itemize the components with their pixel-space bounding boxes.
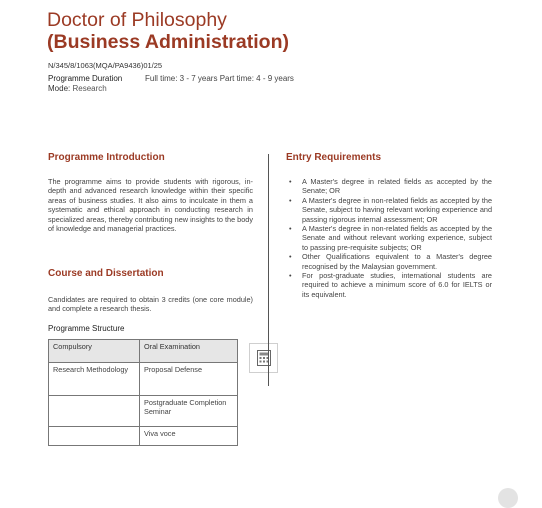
scroll-handle[interactable]: [498, 488, 518, 508]
programme-structure-table: [48, 339, 238, 446]
table-header-row: [49, 340, 238, 363]
list-item: • A Master's degree in non-related fields as accepted by the Senate, subject to having relevant working experience and passing rigorous internal assessment; OR: [286, 196, 492, 224]
mode-value: Research: [72, 84, 107, 93]
duration-value: Full time: 3 - 7 years Part time: 4 - 9 years: [145, 74, 294, 83]
list-item: • For post-graduate studies, international students are required to achieve a minimum score of 6.0 for IELTS or its equivalent.: [286, 271, 492, 299]
intro-heading: Programme Introduction: [48, 152, 165, 163]
course-heading: Course and Dissertation: [48, 268, 164, 279]
title-line-2: (Business Administration): [47, 31, 289, 53]
col-oral-examination: Oral Examination: [140, 340, 238, 363]
table-cell: Proposal Defense: [140, 363, 238, 396]
column-divider: [268, 154, 269, 386]
intro-text: The programme aims to provide students with rigorous, in-depth and advanced research knowledge within their specific areas of business studies. It also aims to inculcate in them a systematic and ethical approach in conducting research in specialized areas, thereby contributing new insights to the body of knowledge and managerial practices.: [48, 177, 253, 234]
table-row: [49, 396, 238, 427]
table-cell: [49, 396, 140, 427]
mode-label: Mode:: [48, 84, 71, 93]
list-item: • A Master's degree in related fields as accepted by the Senate; OR: [286, 177, 492, 196]
entry-heading: Entry Requirements: [286, 152, 382, 163]
programme-mode: [48, 84, 107, 93]
structure-label: Programme Structure: [48, 324, 125, 333]
table-cell: Research Methodology: [49, 363, 140, 396]
table-row: [49, 427, 238, 446]
table-cell: Viva voce: [140, 427, 238, 446]
entry-requirements-list: [286, 177, 492, 299]
list-item: • Other Qualifications equivalent to a Master's degree recognised by the Malaysian government.: [286, 252, 492, 271]
table-cell: Postgraduate Completion Seminar: [140, 396, 238, 427]
table-row: [49, 363, 238, 396]
calculator-icon[interactable]: [249, 343, 278, 373]
table-cell: [49, 427, 140, 446]
list-item: • A Master's degree in non-related fields as accepted by the Senate and without relevant working experience, subject to passing pre-requisite subjects; OR: [286, 224, 492, 252]
duration-label: Programme Duration: [48, 74, 123, 83]
title-line-1: Doctor of Philosophy: [47, 9, 227, 31]
course-text: Candidates are required to obtain 3 credits (one core module) and complete a research thesis.: [48, 295, 253, 314]
programme-duration: [48, 74, 294, 83]
col-compulsory: Compulsory: [49, 340, 140, 363]
programme-code: N/345/8/1063(MQA/PA9436)01/25: [48, 61, 163, 70]
